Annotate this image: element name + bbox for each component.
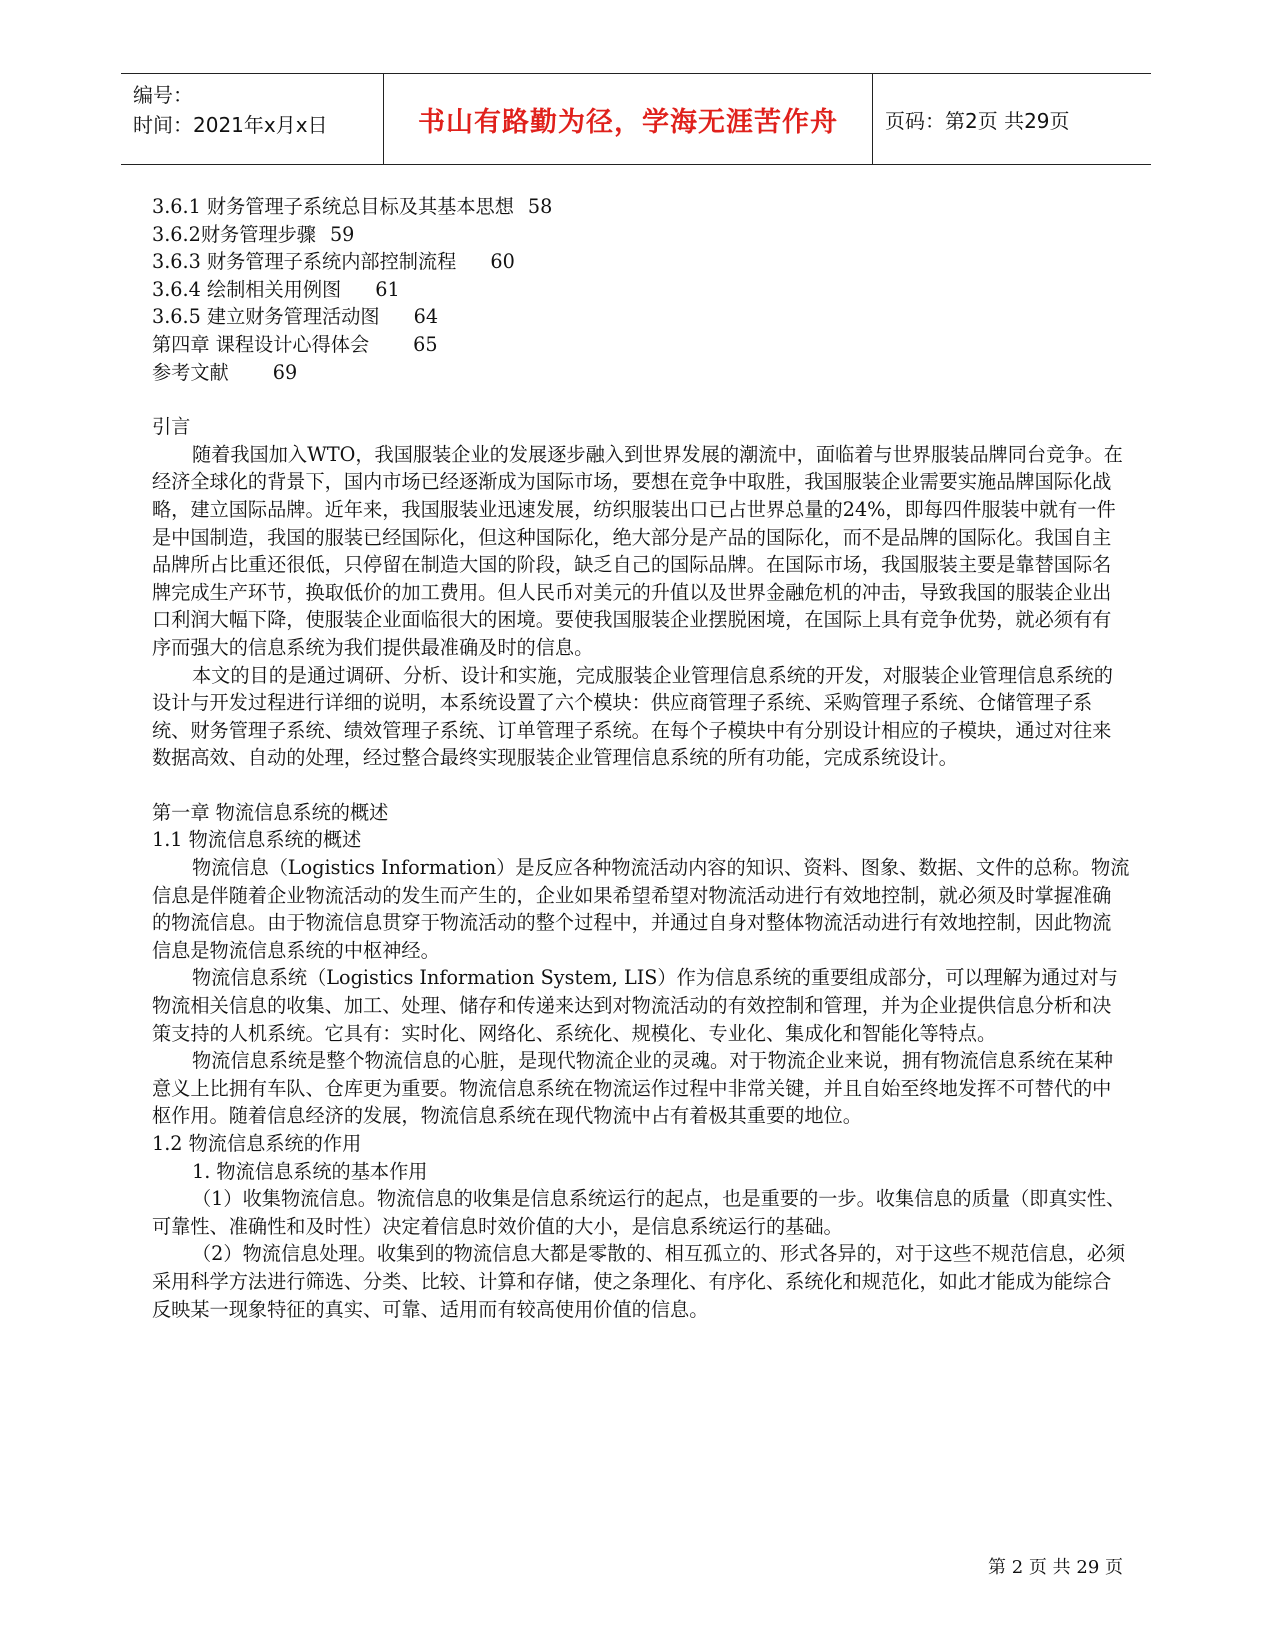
table-of-contents (152, 193, 1130, 386)
header-meta (121, 74, 383, 164)
paragraph: （1）收集物流信息。物流信息的收集是信息系统运行的起点，也是重要的一步。收集信息的质量（即真实性、可靠性、准确性和及时性）决定着信息时效价值的大小，是信息系统运行的基础。 (152, 1187, 1126, 1238)
paragraph: 物流信息系统（Logistics Information System, LIS）作为信息系统的重要组成部分，可以理解为通过对与物流相关信息的收集、加工、处理、储存和传递来达到对物流活动的有效控制和管理，并为企业提供信息分析和决策支持的人机系统。它具有：实时化、网络化、系统化、规模化、专业化、集成化和智能化等特点。 (152, 966, 1118, 1045)
number-label: 编号： (133, 83, 193, 107)
chapter-heading: 第一章 物流信息系统的概述 (152, 800, 389, 824)
page-header (121, 73, 1151, 165)
header-page-cell (873, 74, 1151, 164)
paragraph: 物流信息（Logistics Information）是反应各种物流活动内容的知识、资料、图象、数据、文件的总称。物流信息是伴随着企业物流活动的发生而产生的，企业如果希望希望对物流活动进行有效地控制，就必须及时掌握准确的物流信息。由于物流信息贯穿于物流活动的整个过程中，并通过自身对整体物流活动进行有效地控制，因此物流信息是物流信息系统的中枢神经。 (152, 856, 1130, 962)
toc-entry: 3.6.5 建立财务管理活动图 64 (152, 305, 439, 329)
intro-heading: 引言 (152, 415, 191, 439)
paragraph: 本文的目的是通过调研、分析、设计和实施，完成服装企业管理信息系统的开发，对服装企业管理信息系统的设计与开发过程进行详细的说明，本系统设置了六个模块：供应商管理子系统、采购管理子系统、仓储管理子系统、财务管理子系统、绩效管理子系统、订单管理子系统。在每个子模块中有分别设计相应的子模块，通过对往来数据高效、自动的处理，经过整合最终实现服装企业管理信息系统的所有功能，完成系统设计。 (152, 663, 1113, 770)
toc-entry: 3.6.1 财务管理子系统总目标及其基本思想 58 (152, 195, 553, 218)
page-label: 页码：第2页 共29页 (885, 108, 1070, 133)
toc-entry: 参考文献 69 (152, 360, 298, 384)
toc-entry: 3.6.2财务管理步骤 59 (152, 222, 355, 246)
document-body (152, 193, 1130, 1323)
toc-entry: 3.6.3 财务管理子系统内部控制流程 60 (152, 250, 515, 274)
motto: 书山有路勤为径，学海无涯苦作舟 (418, 106, 838, 138)
header-motto-cell (383, 74, 873, 164)
toc-entry: 第四章 课程设计心得体会 65 (152, 332, 438, 356)
section-heading: 1.2 物流信息系统的作用 (152, 1132, 362, 1155)
paragraph: 随着我国加入WTO，我国服装企业的发展逐步融入到世界发展的潮流中，面临着与世界服装品牌同台竞争。在经济全球化的背景下，国内市场已经逐渐成为国际市场，要想在竞争中取胜，我国服装企业需要实施品牌国际化战略，建立国际品牌。近年来，我国服装业迅速发展，纺织服装出口已占世界总量的24%，即每四件服装中就有一件是中国制造，我国的服装已经国际化，但这种国际化，绝大部分是产品的国际化，而不是品牌的国际化。我国自主品牌所占比重还很低，只停留在制造大国的阶段，缺乏自己的国际品牌。在国际市场，我国服装主要是靠替国际名牌完成生产环节，换取低价的加工费用。但人民币对美元的升值以及世界金融危机的冲击，导致我国的服装企业出口利润大幅下降，使服装企业面临很大的困境。要使我国服装企业摆脱困境，在国际上具有竞争优势，就必须有有序而强大的信息系统为我们提供最准确及时的信息。 (152, 442, 1123, 659)
page-footer: 第 2 页 共 29 页 (988, 1557, 1123, 1578)
paragraph: 物流信息系统是整个物流信息的心脏，是现代物流企业的灵魂。对于物流企业来说，拥有物流信息系统在某种意义上比拥有车队、仓库更为重要。物流信息系统在物流运作过程中非常关键，并且自始至终地发挥不可替代的中枢作用。随着信息经济的发展，物流信息系统在现代物流中占有着极其重要的地位。 (152, 1049, 1113, 1128)
toc-entry: 3.6.4 绘制相关用例图 61 (152, 277, 400, 301)
time-label: 时间：2021年x月x日 (133, 113, 328, 137)
section-heading: 1.1 物流信息系统的概述 (152, 828, 362, 852)
paragraph: （2）物流信息处理。收集到的物流信息大都是零散的、相互孤立的、形式各异的，对于这些不规范信息，必须采用科学方法进行筛选、分类、比较、计算和存储，使之条理化、有序化、系统化和规范化，如此才能成为能综合反映某一现象特征的真实、可靠、适用而有较高使用价值的信息。 (152, 1242, 1126, 1321)
subsection-heading: 1. 物流信息系统的基本作用 (192, 1159, 428, 1183)
